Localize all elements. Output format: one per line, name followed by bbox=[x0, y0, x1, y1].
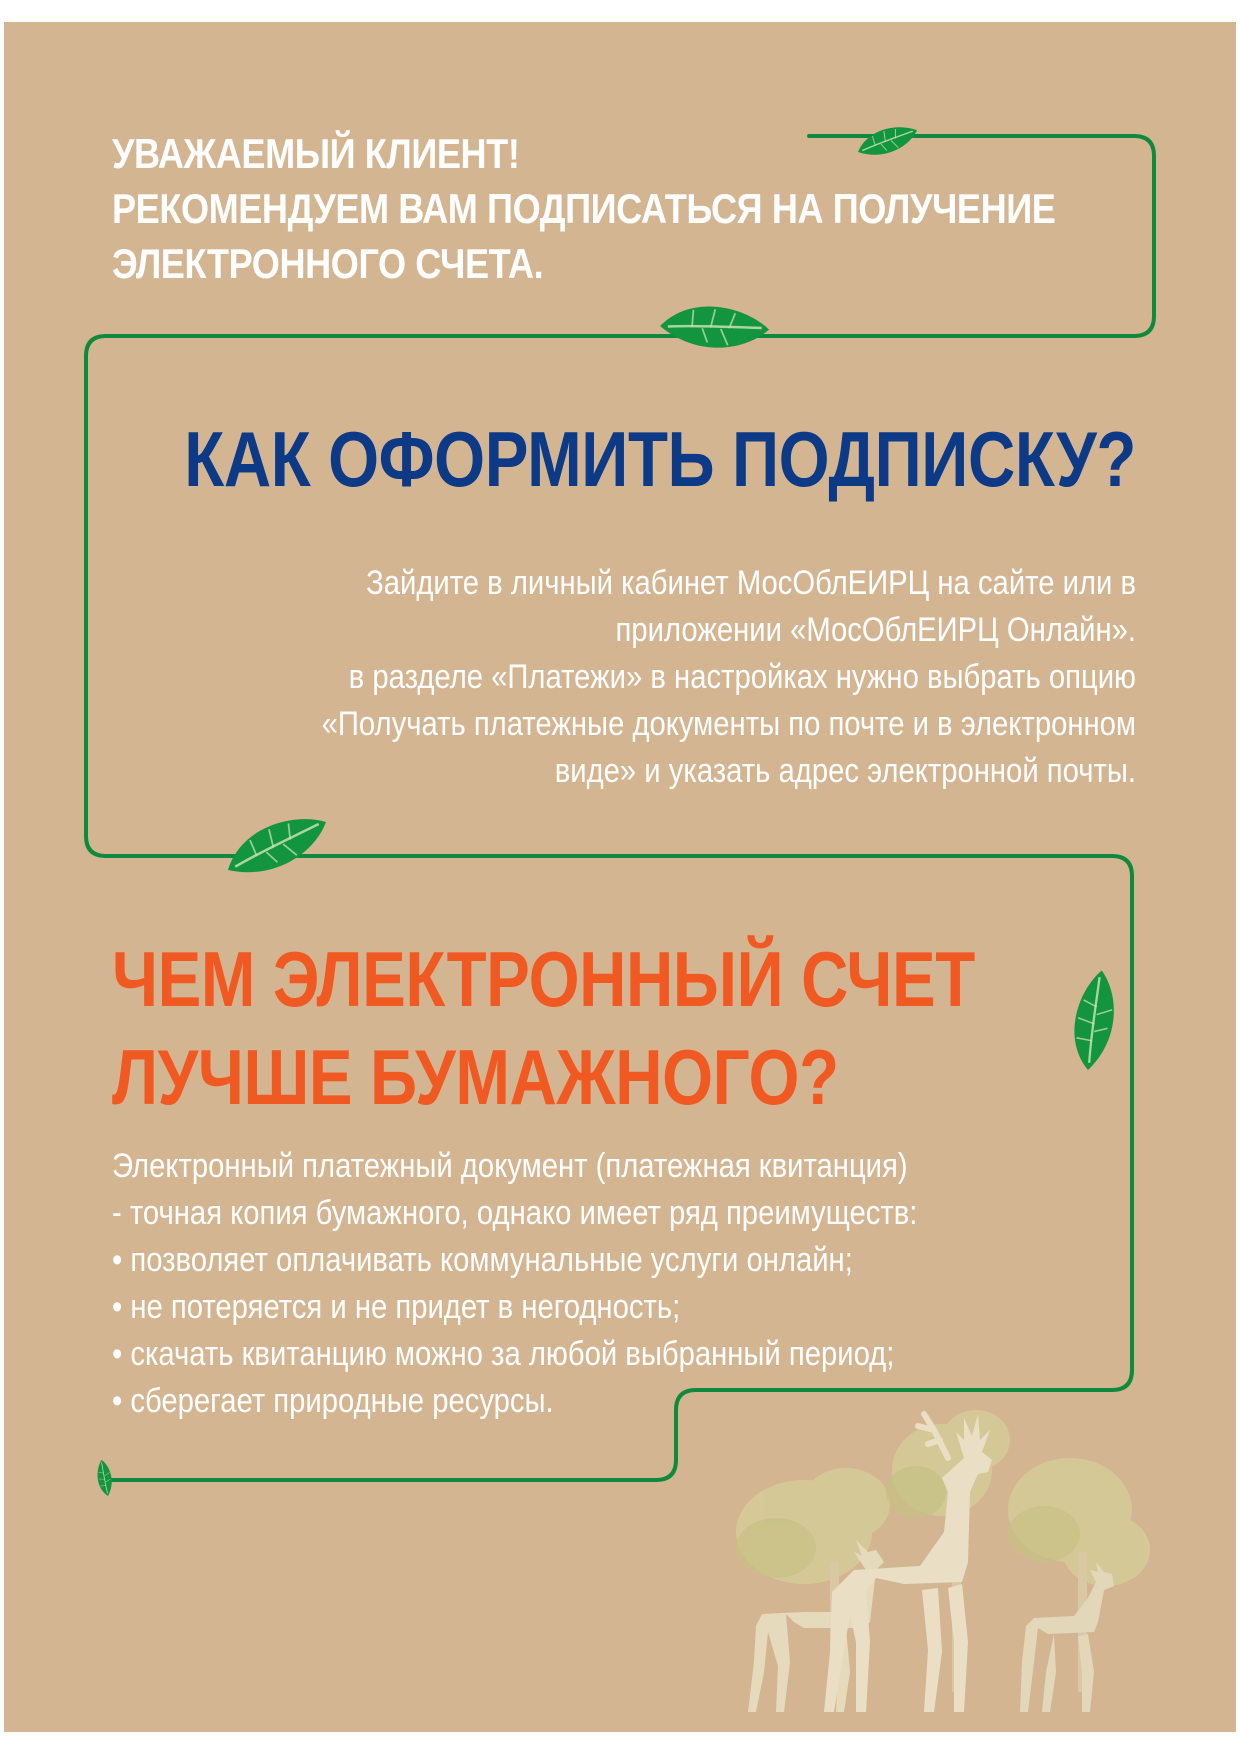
benefits-list bbox=[112, 1143, 1058, 1425]
greeting-line: УВАЖАЕМЫЙ КЛИЕНТ! bbox=[112, 130, 520, 177]
benefits-heading bbox=[112, 930, 975, 1126]
howto-line: в разделе «Платежи» в настройках нужно выбрать опцию bbox=[348, 658, 1136, 696]
greeting-line: РЕКОМЕНДУЕМ ВАМ ПОДПИСАТЬСЯ НА ПОЛУЧЕНИЕ bbox=[112, 185, 1056, 232]
leaf-icon bbox=[658, 286, 771, 369]
poster-page bbox=[4, 22, 1236, 1732]
howto-line: виде» и указать адрес электронной почты. bbox=[554, 752, 1136, 790]
benefit-item: • скачать квитанцию можно за любой выбранный период; bbox=[112, 1335, 895, 1373]
benefits-heading-line: ЛУЧШЕ БУМАЖНОГО? bbox=[112, 1033, 839, 1121]
howto-line: приложении «МосОблЕИРЦ Онлайн». bbox=[615, 611, 1136, 649]
deer-forest-icon bbox=[736, 1410, 1150, 1712]
howto-line: Зайдите в личный кабинет МосОблЕИРЦ на сайте или в bbox=[366, 564, 1137, 602]
leaf-icon bbox=[224, 817, 331, 875]
benefit-item: • сберегает природные ресурсы. bbox=[112, 1382, 554, 1420]
greeting-line: ЭЛЕКТРОННОГО СЧЕТА. bbox=[112, 240, 544, 287]
howto-heading: КАК ОФОРМИТЬ ПОДПИСКУ? bbox=[184, 415, 1136, 503]
howto-line: «Получать платежные документы по почте и в электронном bbox=[321, 705, 1136, 743]
leaf-icon bbox=[94, 1460, 116, 1497]
benefits-intro-line: Электронный платежный документ (платежная квитанция) bbox=[112, 1147, 908, 1185]
howto-instructions bbox=[259, 560, 1136, 795]
benefits-heading-line: ЧЕМ ЭЛЕКТРОННЫЙ СЧЕТ bbox=[112, 935, 975, 1023]
benefit-item: • не потеряется и не придет в негодность; bbox=[112, 1288, 681, 1326]
greeting-text bbox=[112, 126, 1056, 291]
benefits-intro-line: - точная копия бумажного, однако имеет ряд преимуществ: bbox=[112, 1194, 918, 1232]
benefit-item: • позволяет оплачивать коммунальные услуги онлайн; bbox=[112, 1241, 853, 1279]
leaf-icon bbox=[1053, 968, 1136, 1072]
